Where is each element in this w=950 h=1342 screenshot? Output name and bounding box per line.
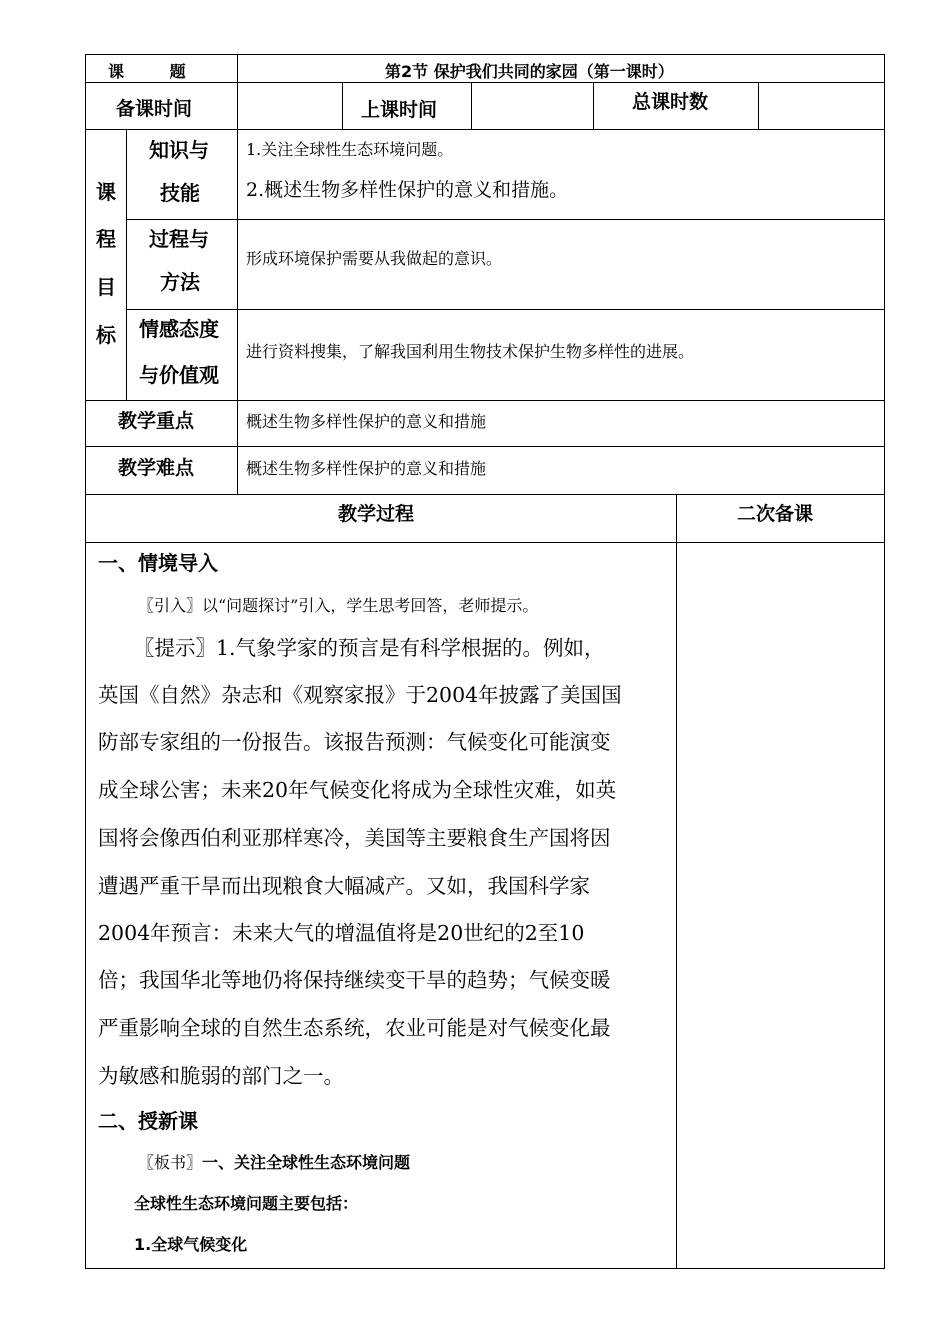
- prep-time-value-cell: [237, 82, 343, 130]
- knowledge-line-2: 2.概述生物多样性保护的意义和措施。: [246, 179, 569, 201]
- hint-line: 防部专家组的一份报告。该报告预测：气候变化可能演变: [98, 730, 611, 754]
- section-1-title: 一、情境导入: [98, 551, 218, 575]
- hint-line: 严重影响全球的自然生态系统，农业可能是对气候变化最: [98, 1016, 611, 1040]
- intro-text: 〖引入〗以“问题探讨”引入，学生思考回答，老师提示。: [138, 596, 539, 615]
- objectives-char-1: 课: [96, 180, 116, 204]
- process-label-cell: [126, 219, 238, 310]
- board-subtitle: 全球性生态环境问题主要包括：: [134, 1194, 359, 1213]
- key-point-content-cell: [237, 400, 885, 447]
- teaching-process-header-cell: [85, 494, 677, 543]
- difficult-point-label: 教学难点: [118, 457, 195, 479]
- second-prep-header: 二次备课: [737, 503, 814, 525]
- board-line: [138, 1150, 410, 1173]
- hint-line: 为敏感和脆弱的部门之一。: [98, 1064, 344, 1088]
- prep-time-label-cell: [85, 82, 238, 130]
- hint-line: 成全球公害；未来20年气候变化将成为全球性灾难，如英: [98, 778, 617, 802]
- section-2-title: 二、授新课: [98, 1109, 198, 1133]
- key-point-label: 教学重点: [118, 410, 195, 432]
- hint-line: 国将会像西伯利亚那样寒冷，美国等主要粮食生产国将因: [98, 826, 611, 850]
- difficult-point-label-cell: [85, 446, 238, 495]
- objectives-char-2: 程: [96, 227, 116, 251]
- teaching-process-header: 教学过程: [338, 503, 415, 525]
- class-time-label: 上课时间: [361, 99, 438, 121]
- class-time-label-cell: [342, 82, 472, 130]
- knowledge-content-cell: [237, 129, 885, 220]
- hint-line: 2004年预言：未来大气的增温值将是20世纪的2至10: [98, 921, 585, 945]
- board-item-1: 1.全球气候变化: [134, 1235, 248, 1254]
- lesson-plan-table: [85, 54, 885, 1269]
- process-text: 形成环境保护需要从我做起的意识。: [246, 249, 503, 268]
- objectives-group-cell: [85, 129, 127, 401]
- key-point-label-cell: [85, 400, 238, 447]
- attitude-label-line-2: 与价值观: [139, 363, 219, 387]
- difficult-point-content-cell: [237, 446, 885, 495]
- teaching-content-cell: [85, 542, 677, 1269]
- attitude-content-cell: [237, 309, 885, 401]
- knowledge-line-1: 1.关注全球性生态环境问题。: [246, 140, 454, 159]
- hint-line: 英国《自然》杂志和《观察家报》于2004年披露了美国国: [98, 683, 622, 707]
- class-time-value-cell: [471, 82, 594, 130]
- second-prep-header-cell: [676, 494, 885, 543]
- hint-line: 倍；我国华北等地仍将保持继续变干旱的趋势；气候变暖: [98, 968, 611, 992]
- key-point-text: 概述生物多样性保护的意义和措施: [246, 412, 487, 431]
- board-prefix: 〖板书〗: [138, 1153, 203, 1172]
- lesson-title: 第2节 保护我们共同的家园（第一课时）: [385, 62, 674, 81]
- objectives-char-3: 目: [96, 275, 116, 299]
- process-content-cell: [237, 219, 885, 310]
- hint-line: 遭遇严重干旱而出现粮食大幅减产。又如，我国科学家: [98, 874, 590, 898]
- hint-line: 〖提示〗1.气象学家的预言是有科学根据的。例如，: [134, 636, 605, 660]
- topic-value-cell: [237, 54, 885, 83]
- total-hours-label-cell: [593, 82, 759, 130]
- knowledge-label-cell: [126, 129, 238, 220]
- process-label-line-2: 方法: [160, 270, 200, 294]
- topic-label: 课 题: [108, 62, 186, 81]
- total-hours-value-cell: [758, 82, 885, 130]
- attitude-label-cell: [126, 309, 238, 401]
- knowledge-label-line-1: 知识与: [149, 138, 209, 162]
- board-title: 一、关注全球性生态环境问题: [202, 1153, 411, 1172]
- knowledge-label-line-2: 技能: [160, 181, 200, 205]
- second-prep-content-cell: [676, 542, 885, 1269]
- prep-time-label: 备课时间: [116, 98, 193, 120]
- total-hours-label: 总课时数: [632, 91, 709, 113]
- attitude-text: 进行资料搜集，了解我国利用生物技术保护生物多样性的进展。: [246, 342, 695, 361]
- difficult-point-text: 概述生物多样性保护的意义和措施: [246, 459, 487, 478]
- attitude-label-line-1: 情感态度: [139, 317, 219, 341]
- objectives-char-4: 标: [96, 323, 116, 347]
- topic-label-cell: [85, 54, 238, 83]
- process-label-line-1: 过程与: [149, 227, 209, 251]
